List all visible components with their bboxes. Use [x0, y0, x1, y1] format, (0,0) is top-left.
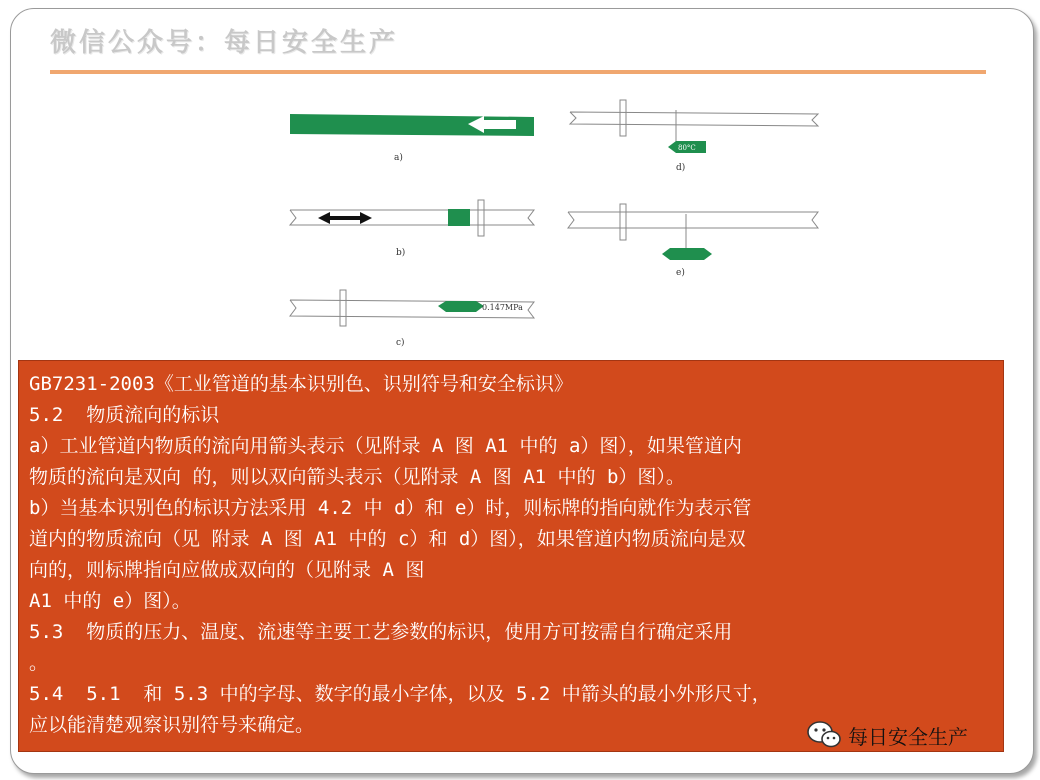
flange-c: [340, 290, 346, 326]
sign-c: [438, 301, 484, 312]
panel-line: 5.4 5.1 和 5.3 中的字母、数字的最小字体，以及 5.2 中箭头的最小外形尺寸，: [29, 683, 771, 705]
figure-b: [290, 200, 534, 258]
wechat-watermark: [806, 718, 968, 752]
figure-label-d: d): [676, 163, 686, 173]
figure-label-a: a): [394, 153, 403, 163]
panel-line: 应以能清楚观察识别符号来确定。: [29, 714, 315, 736]
figure-label-e: e): [676, 268, 685, 278]
panel-line: 物质的流向是双向 的，则以双向箭头表示（见附录 A 图 A1 中的 b）图）。: [29, 466, 685, 488]
double-arrow-left-head: [318, 212, 330, 224]
page-title: 微信公众号：每日安全生产: [50, 28, 399, 58]
watermark-text: 每日安全生产: [848, 724, 968, 749]
panel-line: 向的，则标牌指向应做成双向的（见附录 A 图: [29, 559, 425, 581]
standard-text-panel: [18, 360, 1004, 752]
double-arrow-right-head: [360, 212, 372, 224]
color-band-b: [448, 209, 470, 226]
sign-e: [662, 248, 712, 260]
panel-line: 5.2 物质流向的标识: [29, 404, 220, 426]
figure-label-c: c): [396, 338, 405, 348]
flange-e: [620, 204, 626, 240]
wechat-icon: [806, 720, 842, 750]
panel-line: 。: [29, 652, 49, 674]
panel-line: 5.3 物质的压力、温度、流速等主要工艺参数的标识，使用方可按需自行确定采用: [29, 621, 733, 643]
sign-c-text: 0.147MPa: [482, 303, 523, 312]
panel-line: a）工业管道内物质的流向用箭头表示（见附录 A 图 A1 中的 a）图），如果管道内: [29, 435, 742, 457]
flange-b: [478, 200, 484, 236]
figure-d: [570, 100, 818, 173]
figure-e: [568, 204, 818, 278]
figure-a: [290, 114, 534, 163]
panel-line: GB7231-2003《工业管道的基本识别色、识别符号和安全标识》: [29, 373, 573, 395]
panel-line: A1 中的 e）图）。: [29, 590, 191, 612]
flange-d: [620, 100, 626, 136]
figure-label-b: b): [396, 248, 406, 258]
figure-c: [290, 290, 534, 348]
panel-line: b）当基本识别色的标识方法采用 4.2 中 d）和 e）时，则标牌的指向就作为表示管: [29, 497, 752, 519]
pipe-identification-figure: [0, 0, 1040, 360]
sign-d-text: 80°C: [678, 144, 696, 152]
panel-line: 道内的物质流向（见 附录 A 图 A1 中的 c）和 d）图），如果管道内物质流向是双: [29, 528, 746, 550]
